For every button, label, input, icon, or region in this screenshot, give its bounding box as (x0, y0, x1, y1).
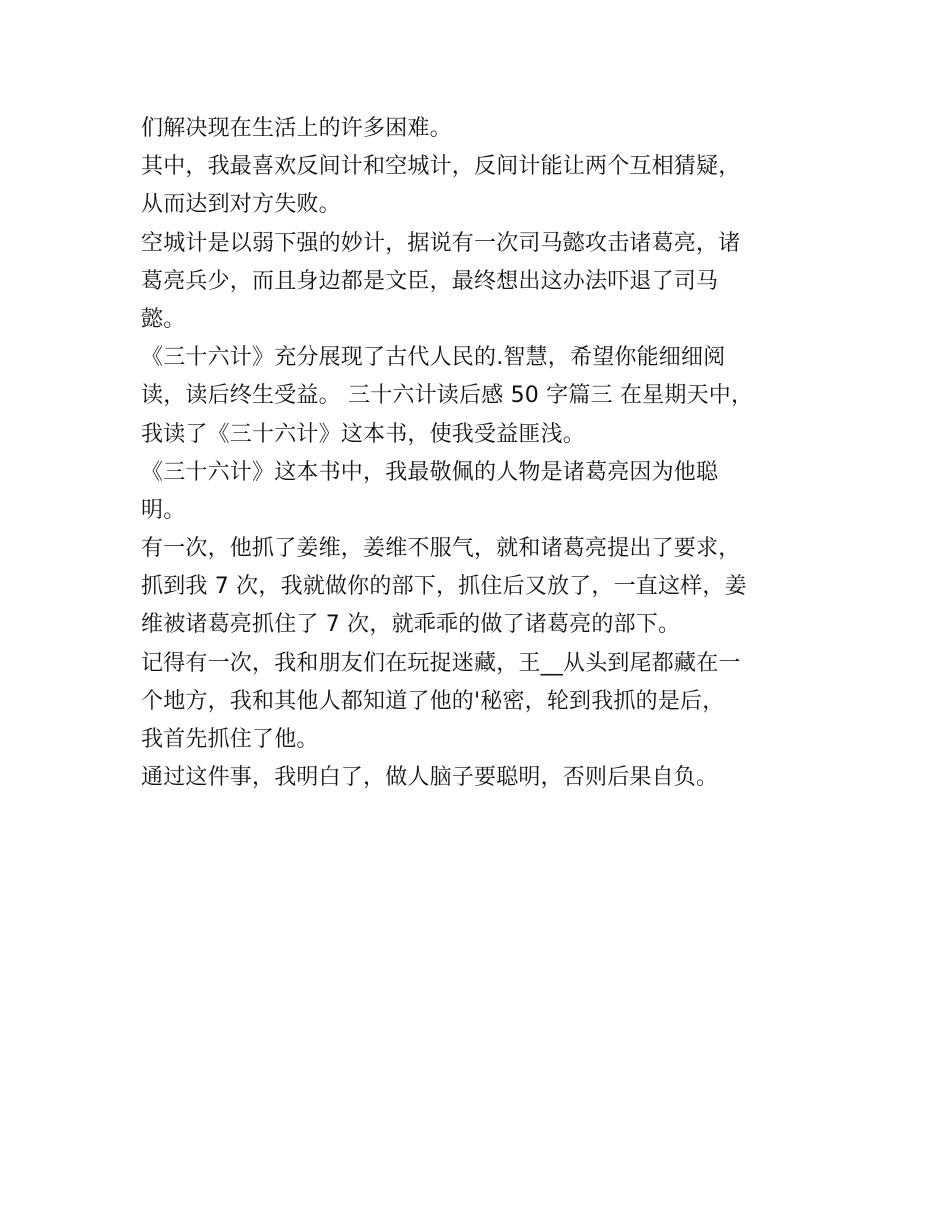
text-line: 葛亮兵少，而且身边都是文臣，最终想出这办法吓退了司马 (141, 268, 719, 294)
text-line: 《三十六计》这本书中，我最敬佩的人物是诸葛亮因为他聪 (141, 459, 719, 485)
text-line: 懿。 (141, 306, 186, 332)
text-line: 《三十六计》充分展现了古代人民的.智慧，希望你能细细阅 (141, 345, 726, 371)
text-line: 抓到我 7 次，我就做你的部下，抓住后又放了，一直这样，姜 (141, 574, 747, 600)
text-line: 有一次，他抓了姜维，姜维不服气，就和诸葛亮提出了要求， (141, 536, 741, 562)
text-line: 个地方，我和其他人都知道了他的'秘密，轮到我抓的是后， (141, 688, 725, 714)
text-line: 们解决现在生活上的许多困难。 (141, 116, 452, 141)
text-line: 维被诸葛亮抓住了 7 次，就乖乖的做了诸葛亮的部下。 (141, 612, 681, 638)
text-line: 明。 (141, 497, 186, 523)
text-line: 空城计是以弱下强的妙计，据说有一次司马懿攻击诸葛亮，诸 (141, 230, 741, 256)
text-line: 从而达到对方失败。 (141, 192, 341, 218)
text-line: 我首先抓住了他。 (141, 727, 319, 752)
text-line: 通过这件事，我明白了，做人脑子要聪明，否则后果自负。 (141, 765, 719, 791)
text-line: 记得有一次，我和朋友们在玩捉迷藏，王__从头到尾都藏在一 (141, 650, 741, 676)
text-line: 读，读后终生受益。 三十六计读后感 50 字篇三 在星期天中， (141, 383, 754, 409)
body-text (141, 110, 821, 797)
text-line: 其中，我最喜欢反间计和空城计，反间计能让两个互相猜疑， (141, 154, 741, 180)
text-line: 我读了《三十六计》这本书，使我受益匪浅。 (141, 421, 586, 447)
